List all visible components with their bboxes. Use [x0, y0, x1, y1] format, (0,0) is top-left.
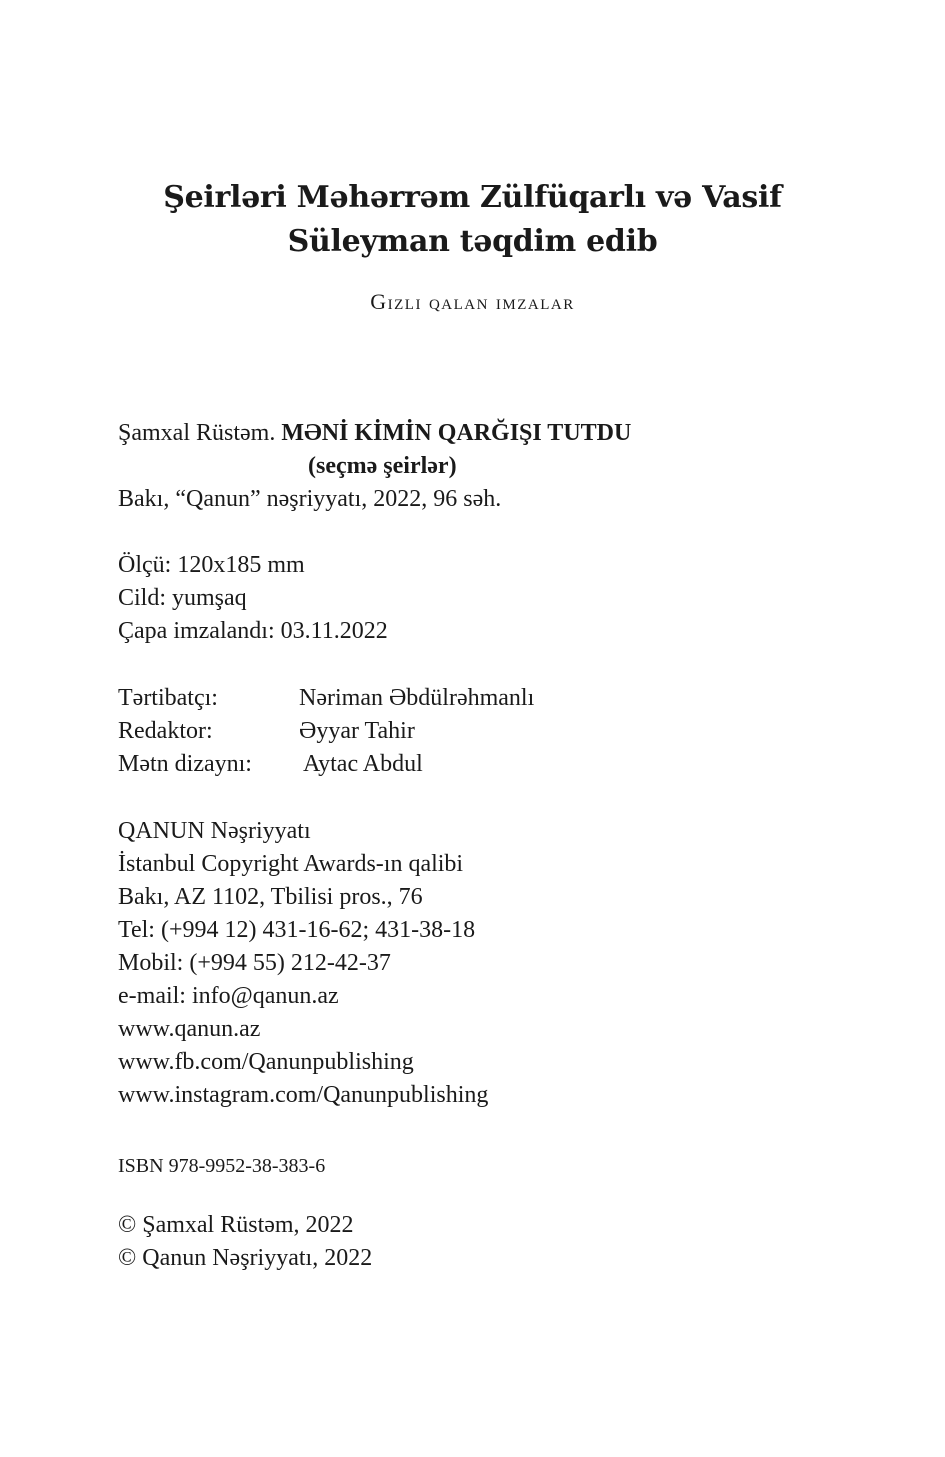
spec-signed: Çapa imzalandı: 03.11.2022	[118, 618, 388, 644]
copyright-line: © Qanun Nəşriyyatı, 2022	[118, 1245, 373, 1271]
series-title: Gizli qalan imzalar	[370, 289, 575, 314]
isbn-block	[118, 1150, 325, 1183]
heading-line-2: Süleyman təqdim edib	[287, 224, 658, 259]
credit-person: Aytac Abdul	[303, 751, 423, 777]
credit-role: Tərtibatçı:	[118, 685, 218, 711]
publisher-award: İstanbul Copyright Awards-ın qalibi	[118, 851, 464, 877]
credit-role: Mətn dizaynı:	[118, 751, 252, 777]
credit-row	[118, 715, 718, 748]
publisher-name: QANUN Nəşriyyatı	[118, 818, 311, 844]
credit-role: Redaktor:	[118, 718, 213, 744]
publisher-facebook: www.fb.com/Qanunpublishing	[118, 1049, 414, 1075]
publisher-address: Bakı, AZ 1102, Tbilisi pros., 76	[118, 884, 423, 910]
publisher-tel: Tel: (+994 12) 431-16-62; 431-38-18	[118, 917, 476, 943]
book-author: Şamxal Rüstəm.	[118, 420, 276, 446]
book-imprint: Bakı, “Qanun” nəşriyyatı, 2022, 96 səh.	[118, 486, 502, 512]
book-title-block	[118, 417, 631, 450]
book-title: MƏNİ KİMİN QARĞIŞI TUTDU	[281, 420, 632, 446]
copyright-block	[118, 1209, 372, 1275]
copyright-line: © Şamxal Rüstəm, 2022	[118, 1212, 354, 1238]
specs-block	[118, 549, 388, 648]
publisher-block	[118, 815, 488, 1112]
credit-person: Nəriman Əbdülrəhmanlı	[299, 685, 535, 711]
credit-person: Əyyar Tahir	[299, 718, 415, 744]
heading-line-1: Şeirləri Məhərrəm Zülfüqarlı və Vasif	[163, 180, 782, 215]
spec-binding: Cild: yumşaq	[118, 585, 247, 611]
publisher-instagram: www.instagram.com/Qanunpublishing	[118, 1082, 489, 1108]
credit-row	[118, 682, 718, 715]
page-heading	[0, 176, 945, 264]
spec-size: Ölçü: 120x185 mm	[118, 552, 305, 578]
isbn: ISBN 978-9952-38-383-6	[118, 1155, 326, 1177]
publisher-email: e-mail: info@qanun.az	[118, 983, 339, 1009]
credit-row	[118, 748, 718, 781]
book-imprint-block	[118, 483, 501, 516]
publisher-mobile: Mobil: (+994 55) 212-42-37	[118, 950, 391, 976]
book-subtitle: (seçmə şeirlər)	[308, 453, 457, 479]
publisher-web: www.qanun.az	[118, 1016, 261, 1042]
credits-block	[118, 682, 718, 781]
